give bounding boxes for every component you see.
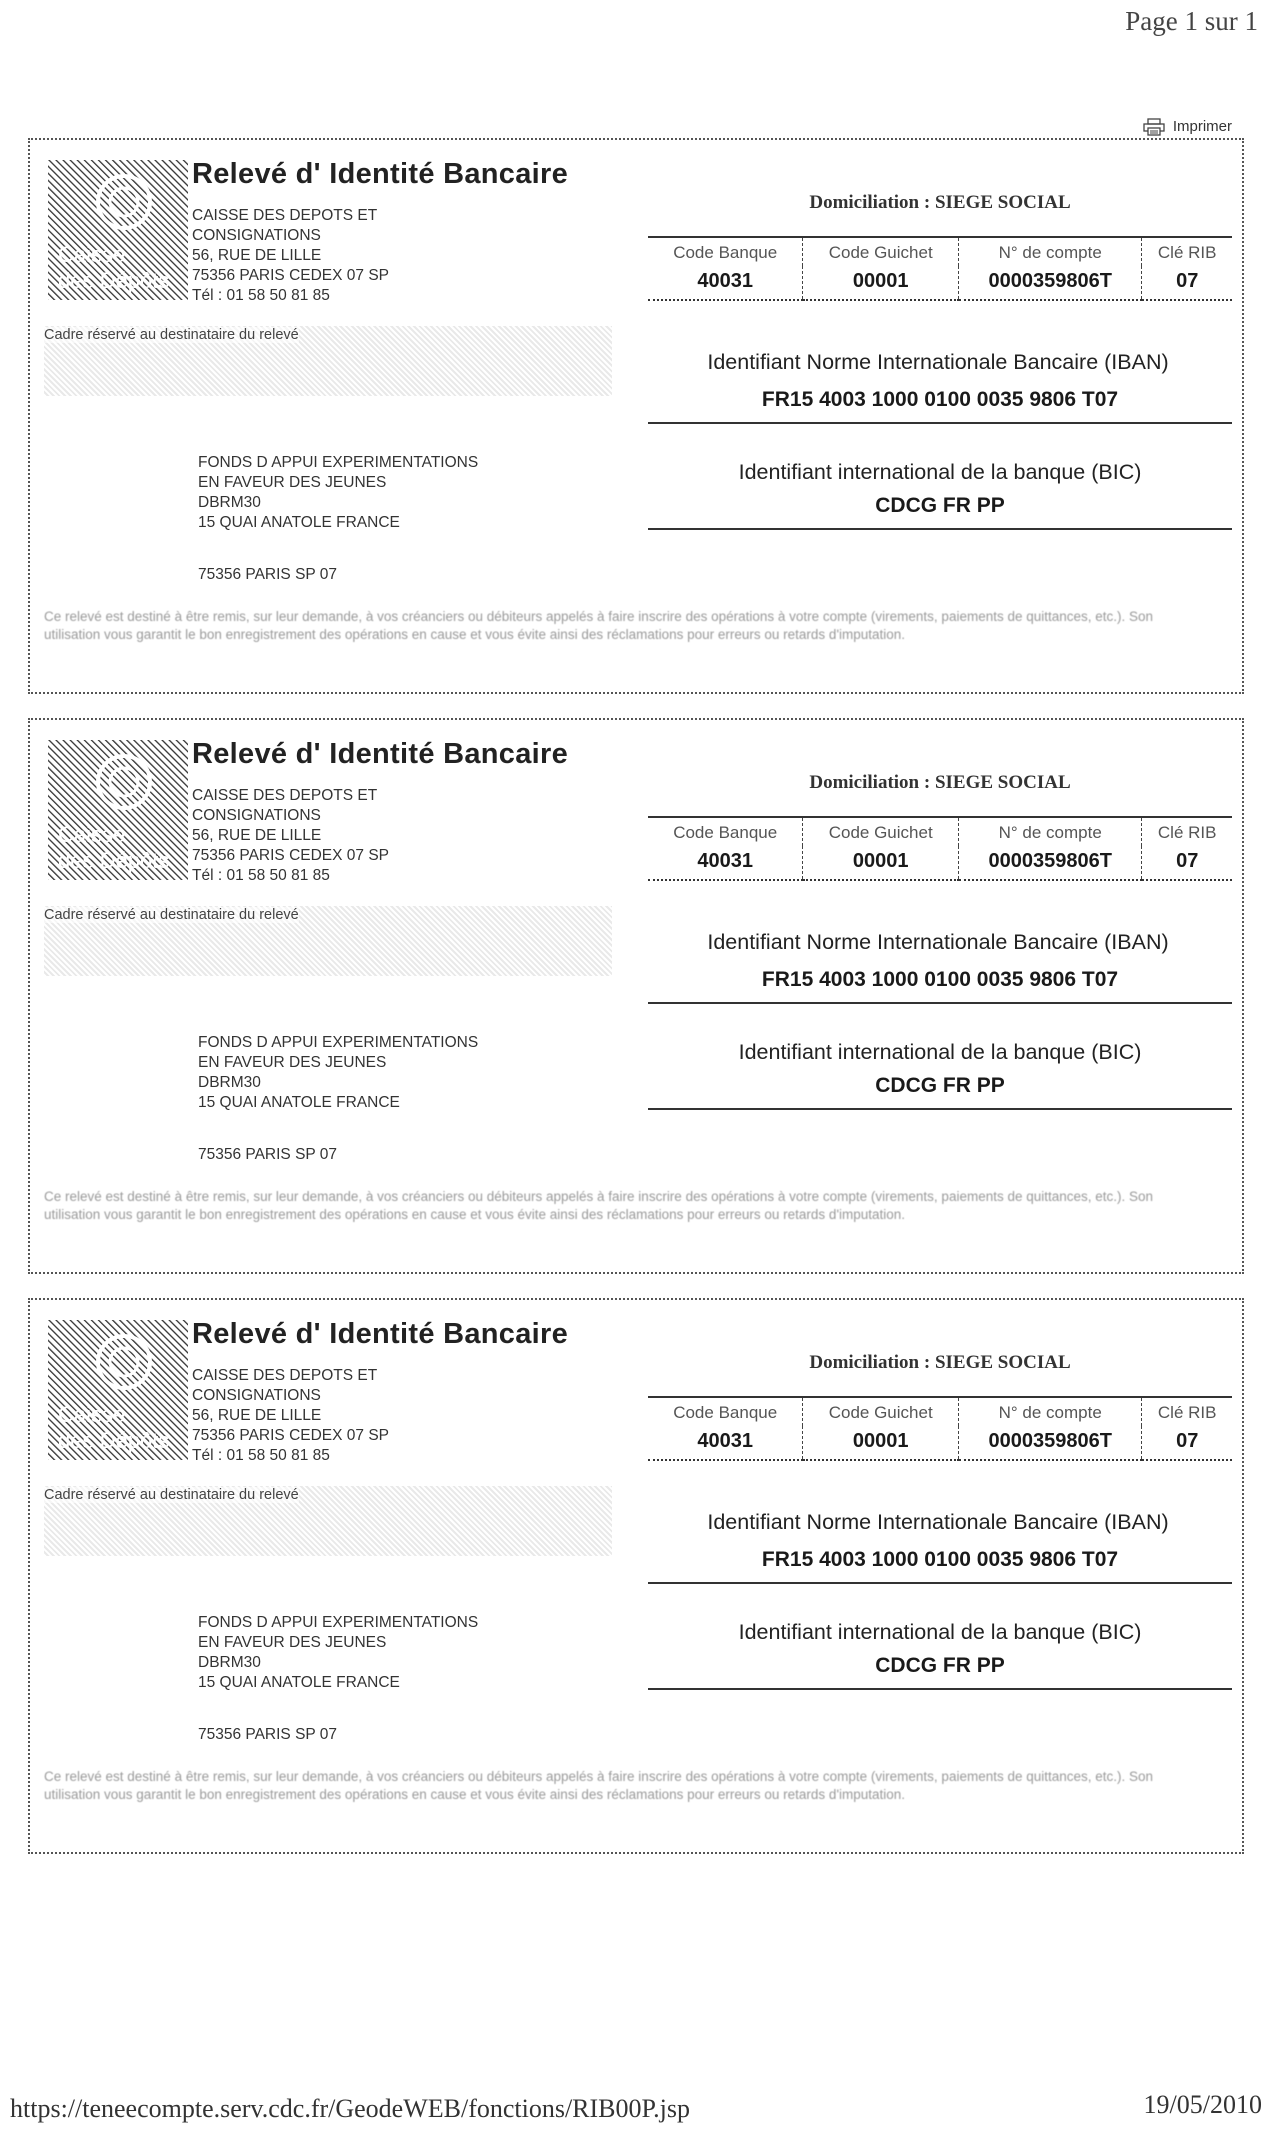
print-date: 19/05/2010 — [1143, 2090, 1262, 2119]
bank-address-line: CONSIGNATIONS — [192, 227, 321, 244]
header-numero-compte: N° de compte — [958, 1397, 1141, 1426]
rib-card — [28, 138, 1244, 694]
print-label: Imprimer — [1172, 118, 1232, 135]
svg-text:Caisse: Caisse — [58, 1402, 126, 1427]
rib-card — [28, 718, 1244, 1274]
domiciliation: Domiciliation : SIEGE SOCIAL — [809, 772, 1071, 793]
header-numero-compte: N° de compte — [958, 237, 1141, 266]
cle-rib: 07 — [1142, 266, 1232, 300]
code-banque: 40031 — [648, 1426, 803, 1460]
recipient-line: EN FAVEUR DES JEUNES — [198, 1054, 387, 1071]
iban-value: FR15 4003 1000 0100 0035 9806 T07 — [648, 968, 1232, 1004]
iban-label: Identifiant Norme Internationale Bancaire (IBAN) — [707, 930, 1169, 954]
bank-phone: Tél : 01 58 50 81 85 — [192, 287, 330, 304]
domiciliation: Domiciliation : SIEGE SOCIAL — [809, 1352, 1071, 1373]
page-url: https://teneecompte.serv.cdc.fr/GeodeWEB/fonctions/RIB00P.jsp — [10, 2094, 690, 2123]
code-guichet: 00001 — [803, 846, 959, 880]
bank-address — [192, 1366, 522, 1466]
recipient-line: EN FAVEUR DES JEUNES — [198, 474, 387, 491]
recipient-address — [198, 453, 478, 533]
recipient-line: DBRM30 — [198, 1654, 261, 1671]
bank-address-line: CONSIGNATIONS — [192, 1387, 321, 1404]
recipient-line: 15 QUAI ANATOLE FRANCE — [198, 514, 400, 531]
iban-label: Identifiant Norme Internationale Bancaire (IBAN) — [707, 1510, 1169, 1534]
recipient-line: DBRM30 — [198, 1074, 261, 1091]
numero-compte: 0000359806T — [958, 266, 1141, 300]
header-code-banque: Code Banque — [648, 817, 803, 846]
bank-address-line: CAISSE DES DEPOTS ET — [192, 207, 378, 224]
svg-text:des Dépôts: des Dépôts — [58, 848, 170, 873]
recipient-line: DBRM30 — [198, 494, 261, 511]
print-button[interactable] — [1143, 118, 1232, 136]
caisse-des-depots-logo — [48, 160, 188, 300]
cle-rib: 07 — [1142, 846, 1232, 880]
reserved-recipient-frame — [44, 906, 612, 976]
recipient-line: FONDS D APPUI EXPERIMENTATIONS — [198, 1034, 479, 1051]
header-code-guichet: Code Guichet — [803, 1397, 959, 1426]
bank-address-line: 56, RUE DE LILLE — [192, 247, 322, 264]
recipient-city: 75356 PARIS SP 07 — [198, 566, 338, 583]
bank-codes-table — [648, 236, 1232, 301]
domiciliation: Domiciliation : SIEGE SOCIAL — [809, 192, 1071, 213]
reserved-recipient-frame — [44, 1486, 612, 1556]
code-guichet: 00001 — [803, 1426, 959, 1460]
cle-rib: 07 — [1142, 1426, 1232, 1460]
header-code-banque: Code Banque — [648, 237, 803, 266]
rib-title: Relevé d' Identité Bancaire — [192, 158, 569, 190]
bank-address — [192, 786, 522, 886]
svg-text:Caisse: Caisse — [58, 242, 126, 267]
rib-title: Relevé d' Identité Bancaire — [192, 738, 569, 770]
header-numero-compte: N° de compte — [958, 817, 1141, 846]
reserved-label: Cadre réservé au destinataire du relevé — [44, 907, 299, 923]
reserved-recipient-frame — [44, 326, 612, 396]
bank-address-line: CONSIGNATIONS — [192, 807, 321, 824]
iban-value: FR15 4003 1000 0100 0035 9806 T07 — [648, 1548, 1232, 1584]
bic-label: Identifiant international de la banque (BIC) — [738, 1040, 1142, 1064]
recipient-line: FONDS D APPUI EXPERIMENTATIONS — [198, 1614, 479, 1631]
recipient-address — [198, 1613, 478, 1693]
bic-value: CDCG FR PP — [648, 494, 1232, 530]
recipient-address — [198, 1033, 478, 1113]
header-cle-rib: Clé RIB — [1142, 1397, 1232, 1426]
bic-value: CDCG FR PP — [648, 1654, 1232, 1690]
header-code-banque: Code Banque — [648, 1397, 803, 1426]
code-banque: 40031 — [648, 266, 803, 300]
printer-icon — [1143, 118, 1165, 136]
bank-codes-table — [648, 816, 1232, 881]
rib-card — [28, 1298, 1244, 1854]
bank-address-line: CAISSE DES DEPOTS ET — [192, 1367, 378, 1384]
bank-address-line: 75356 PARIS CEDEX 07 SP — [192, 847, 390, 864]
bank-codes-table — [648, 1396, 1232, 1461]
svg-text:des Dépôts: des Dépôts — [58, 268, 170, 293]
disclaimer-text: Ce relevé est destiné à être remis, sur leur demande, à vos créanciers ou débiteurs appelés à faire inscrire des opérations à votre compte (virements, paiements de quittances, etc.). Son utilisation vous garantit le bon enregistrement des opérations en cause et vous évite ainsi des réclamations pour erreurs ou retards d'imputation. — [44, 1189, 1154, 1222]
caisse-des-depots-logo — [48, 740, 188, 880]
page-number: Page 1 sur 1 — [1125, 6, 1258, 36]
caisse-des-depots-logo — [48, 1320, 188, 1460]
recipient-city: 75356 PARIS SP 07 — [198, 1146, 338, 1163]
disclaimer-text: Ce relevé est destiné à être remis, sur leur demande, à vos créanciers ou débiteurs appelés à faire inscrire des opérations à votre compte (virements, paiements de quittances, etc.). Son utilisation vous garantit le bon enregistrement des opérations en cause et vous évite ainsi des réclamations pour erreurs ou retards d'imputation. — [44, 1769, 1154, 1802]
bank-phone: Tél : 01 58 50 81 85 — [192, 1447, 330, 1464]
recipient-line: 15 QUAI ANATOLE FRANCE — [198, 1094, 400, 1111]
reserved-label: Cadre réservé au destinataire du relevé — [44, 1487, 299, 1503]
reserved-label: Cadre réservé au destinataire du relevé — [44, 327, 299, 343]
header-cle-rib: Clé RIB — [1142, 817, 1232, 846]
header-code-guichet: Code Guichet — [803, 817, 959, 846]
bank-address-line: 56, RUE DE LILLE — [192, 827, 322, 844]
bank-address — [192, 206, 522, 306]
header-cle-rib: Clé RIB — [1142, 237, 1232, 266]
rib-title: Relevé d' Identité Bancaire — [192, 1318, 569, 1350]
code-guichet: 00001 — [803, 266, 959, 300]
numero-compte: 0000359806T — [958, 1426, 1141, 1460]
iban-label: Identifiant Norme Internationale Bancaire (IBAN) — [707, 350, 1169, 374]
bank-address-line: 75356 PARIS CEDEX 07 SP — [192, 1427, 390, 1444]
recipient-city: 75356 PARIS SP 07 — [198, 1726, 338, 1743]
bank-phone: Tél : 01 58 50 81 85 — [192, 867, 330, 884]
header-code-guichet: Code Guichet — [803, 237, 959, 266]
bank-address-line: 75356 PARIS CEDEX 07 SP — [192, 267, 390, 284]
disclaimer-text: Ce relevé est destiné à être remis, sur leur demande, à vos créanciers ou débiteurs appelés à faire inscrire des opérations à votre compte (virements, paiements de quittances, etc.). Son utilisation vous garantit le bon enregistrement des opérations en cause et vous évite ainsi des réclamations pour erreurs ou retards d'imputation. — [44, 609, 1154, 642]
bic-label: Identifiant international de la banque (BIC) — [738, 1620, 1142, 1644]
recipient-line: FONDS D APPUI EXPERIMENTATIONS — [198, 454, 479, 471]
numero-compte: 0000359806T — [958, 846, 1141, 880]
bank-address-line: 56, RUE DE LILLE — [192, 1407, 322, 1424]
bic-value: CDCG FR PP — [648, 1074, 1232, 1110]
bic-label: Identifiant international de la banque (BIC) — [738, 460, 1142, 484]
code-banque: 40031 — [648, 846, 803, 880]
recipient-line: 15 QUAI ANATOLE FRANCE — [198, 1674, 400, 1691]
svg-text:des Dépôts: des Dépôts — [58, 1428, 170, 1453]
svg-text:Caisse: Caisse — [58, 822, 126, 847]
recipient-line: EN FAVEUR DES JEUNES — [198, 1634, 387, 1651]
iban-value: FR15 4003 1000 0100 0035 9806 T07 — [648, 388, 1232, 424]
bank-address-line: CAISSE DES DEPOTS ET — [192, 787, 378, 804]
